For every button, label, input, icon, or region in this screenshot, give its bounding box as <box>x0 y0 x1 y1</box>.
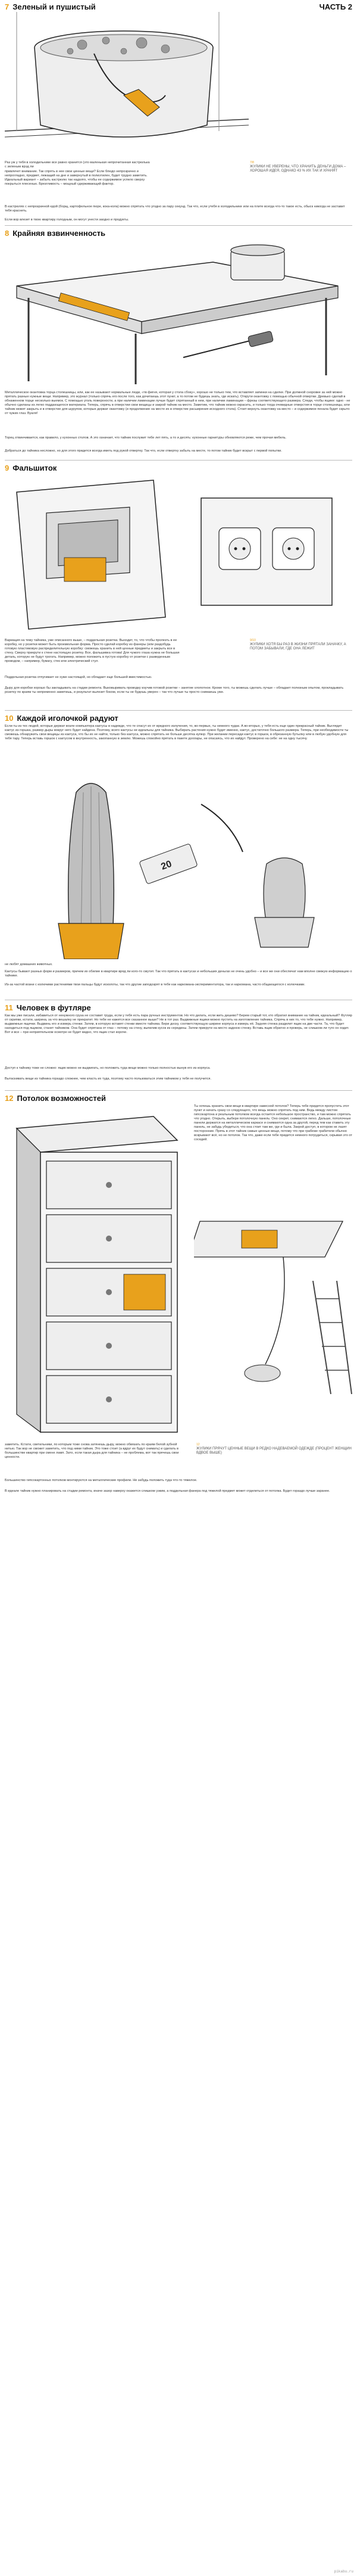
section-number: 12 <box>5 1094 14 1103</box>
section-number: 7 <box>5 2 10 11</box>
section-10-heading <box>5 714 118 723</box>
section-8-heading <box>5 229 105 238</box>
ceiling-illustration <box>194 1209 352 1400</box>
section-7-body-2: В кастрюлях с непрозрачной едой (борщ, картофельное пюре, кока-кола) можно спрятать что угодно за пару секунд. Так что, если утебя в холодильнике или на плите всегда что-то такое есть, обыск никогда не заставит тебя краснеть. <box>5 205 345 213</box>
section-10-body-2: Кактусы бывают разных форм и размеров, причем их обилие в квартире вряд ли кого-то смутит. Так что прятать в кактусах и небольших деньгах не очень удобно – и все же они обеспечат нам вполне свежую информацию о тайнике. <box>5 970 352 978</box>
section-title: Каждой иголочкой радуют <box>17 714 118 723</box>
section-number: 11 <box>5 1003 13 1012</box>
quote-text: ЖУЛИКИ НЕ УВЕРЕНЫ, ЧТО ХРАНИТЬ ДЕНЬГИ ДОМА – ХОРОШАЯ ИДЕЯ, ОДНАКО 43 % ИХ ТАК И ХРАНЯТ <box>250 165 346 173</box>
pot-in-fridge-illustration <box>5 12 249 161</box>
section-8-body: Металлическое окантовка торца столешницы, или, как ее называют нормальные люди, «тв фигня, которая у стола сбоку», хорошо не только тем, что вставляет запинки на сделке. При должной сноровке за ней можно прятать разные нужные вещи. Например, это журнал (только спрячь его после того, как дочитаешь этот пункт, а то потом не будешь знать, где искать). Открути окантовку с помощью обычной отвертки. Древько сделай в обнаженном торце несколько выемок. С помощью уголь поверхности, а при наличии ламинации лучше будет спрятанный в нем, при наличии ламинации – фрезы соответствующего размера. Следи, чтобы ящике: одно - не обычно сделаны из легко поддающегося материала. Теперь, спрячь в отверстии свои вещицы и закрой тайник на место. Заметим, что тайник можно окрасить, и только тогда очевидные отверстия в торце столешницы, или тайник может закрыть и в отверстие для шурупов, которые держат окантовку (и продолжение на месте их в отверстие расширения исходного стола). Стоит вернуть окантовку на место – и содержимое пенала будет скрыто от чужих глаз. Вуаля! <box>5 391 350 415</box>
section-9-body: Вариация на тему тайника, уже описанного выше, – поддельная розетка. Выходит, то, что чтобы пролезть в ее коробку, но у розетки может быть произвольная форма. Просто сделай коробку из фанеры (или раздобудь готовую пластиковую распределительную коробку: сможешь хранить в ней ценные предметы и закрыть все в стену. Сверху прикрути к стене настоящую розетку. Все, фальшивка готова! Для чужого глаза нужна не большая деталь, которую не будут трогать. Например, можно положить в пустую коробку от розетки с разведенным проводом, – например, бумагу, стек или электрический стул. <box>5 639 180 663</box>
quote-number: 12 <box>196 1443 200 1446</box>
quote-number: 9/10 <box>250 639 256 642</box>
section-12-body-3: Большинство гипсокартонных потолков монтируются на металлические профили. Не забудь положить туда что-то тяжелое. <box>5 1479 198 1482</box>
section-10-body-3: Из-за частой возни с колючими растениями твои пальцы будут исколоты, так что другие заподозрят в тебе как наркомана-экспериментатора, так и наркомана, часто общающегося с колючками. <box>5 983 305 987</box>
section-12-heading <box>5 1094 106 1103</box>
svg-text:20: 20 <box>159 858 173 872</box>
quote-number: 7/8 <box>250 161 254 164</box>
drawer-illustration <box>5 1105 189 1438</box>
section-title: Зеленый и пушистый <box>12 2 96 11</box>
section-8-body-3: Добраться до тайника несложно, но для этого придется всегда иметь под рукой отвертку. Так что, если отвертку забыть на месте, то потом тайник будет вскрыт с первой попытки. <box>5 449 282 453</box>
section-12-body-4: В идеале тайник нужно планировать на стадии ремонта, иначе зазор наверху окажется слишком узким, а поддельная фанера под тяжелой предмет может отделиться от потолка. Будет гораздо лучше заранее. <box>5 1489 330 1493</box>
section-title: Потолок возможностей <box>17 1094 106 1103</box>
table-edge-illustration <box>5 238 352 387</box>
section-11-body: Как мы уже писали, избавиться от ненужного груза не составит труда, если у тебя есть пара ручных инструментов. Но что делать, если жить дешево? Берем старый тот, кто обратил внимание на тайник, идеальный? Футляр от скрипки, кстати, ширина, за что вешалку не прекратит. Но тебе не кажется все сказанное выше? Не в тот раз. Выдвижные ящики можно пустить на изготовление тайника. Спрячь в них то, что тебе нужно. Например, выдвижные ящички. Выдвинь его и измерь стенки. Затем, в которую вставят стенки вместе тайника. Бери доску, соответствующую ширине корпуса и измерь её. Задняя стенка разделит ящик на две части. Та, что будет находиться под ящиком, станет тайником. Она будет спрятана от глаз – потому на стену, выпилив кусок из середины. Затем прикрути на место заднюю стенку. Вставь ящик обратно и проверь, не слишком ли туго он ходит. Вот и все – при неприятельном осмотре не будет видно, что ящик стал короче. <box>5 1014 352 1034</box>
section-title: Фальшиток <box>12 463 57 472</box>
section-9-body-2: Поддельная розетка отпугивает не хуже настоящей, но обладает еще большей вместимостью. <box>5 676 152 679</box>
section-number: 8 <box>5 229 10 238</box>
section-7-heading <box>5 2 96 11</box>
section-12-quote <box>196 1443 352 1456</box>
watermark: pikabu.ru <box>334 2569 353 2574</box>
section-number: 10 <box>5 714 14 723</box>
section-8-body-2: Торец отвинчивается, как правило, у кухонных столов. А это означает, что тайник послужит тебе лет пять, а то и десять: кухонные гарнитуры обновляются реже, чем прочая мебель. <box>5 436 287 440</box>
section-divider <box>5 460 352 461</box>
section-divider <box>5 1090 352 1091</box>
section-10-body-4: не любят домашних животных. <box>5 963 53 966</box>
part-label: ЧАСТЬ 2 <box>319 2 352 11</box>
section-7-lead: Раз уж у тебя в холодильнике все равно хранится (это маленькая непрочитанная кастрюлька с зеленым врэд ли <box>5 161 150 169</box>
section-11-body-3: Вытаскивать вещи из тайника гораздо сложнее, чем класть их туда, поэтому часто пользоваться этим тайником у тебя не получится. <box>5 1077 211 1081</box>
quote-text: ЖУЛИКИ ПРЯЧУТ ЦЕННЫЕ ВЕЩИ В РЕДКО НАДЕВАЕМОЙ ОДЕЖДЕ (ПРОЦЕНТ ЖЕНЩИН ВДВОЕ ВЫШЕ) <box>196 1447 352 1455</box>
section-12-body-2: заметить. Кстати, светильники, по которым тоже снова затянешь дыру, можно обвязать по краям белой зубной нитью. Так вор не сможет заметить, что под ними тайник. Это тоже стоит (а вдруг их будут снимать) и сделать в большинстве квартир при смене ламп. Зато, если такая дыра для тайника – не проблема, вот так прячешь свои ценности. <box>5 1443 179 1459</box>
section-divider <box>5 710 352 711</box>
section-11-heading <box>5 1003 91 1012</box>
section-title: Человек в футляре <box>16 1003 91 1012</box>
section-10-body: Если ты из тех людей, которые держат возле компьютера кактусы в надежде, что те спасут их от вредного излучения, то, во-первых, ты немного чудак. А во-вторых, у тебя есть еще один прекрасный тайник. Выглядит кактус из горшка, размер дыры вокруг него будет найдена. Поэтому, всего кактусы не идеальны для тайника. Выбирать растения нужно будет именно, кактус, достаточно большого размера. Теперь, при необходимости ты сможешь обнаружить свои вещицы из кактуса, что бы их не найти, только без кактуса, можно спрятать не больше десятка купюр. При желании пересади кактус в горшок, в обрезанную бутылку или в любую удобную для тебя тару. Теперь вставь горшок с кактусом в внутренность, закопанную в землю. Можешь спокойно прятать в пакете доллары, не опасаясь, что их найдут. Проверено на себе: не на одну тысячу. <box>5 724 349 741</box>
section-9-heading <box>5 463 57 472</box>
fake-socket-illustration <box>5 474 352 635</box>
section-title: Крайняя взвинченность <box>12 229 106 238</box>
section-7-body: привлечет внимание. Так спрять в нее свои ценные вещи? Если блюдо непрозрачно и непрогладно, предмет, лежащий на дне и завернутый в полиэтилен, будет трудно заметить. Идеальный вариант – забыть кастрюлю так надолго, чтобы ее содержимое успело сверху покрыться плесенью. Брезгливость – мощный сдерживающий фактор. <box>5 170 148 186</box>
section-7-quote <box>250 161 351 174</box>
quote-text: ЖУЛИКИ ХОТЯ БЫ РАЗ В ЖИЗНИ ПРЯТАЛИ ЗАНАЧКУ, А ПОТОМ ЗАБЫВАЛИ, ГДЕ ОНА ЛЕЖИТ <box>250 643 346 651</box>
section-11-body-2: Доступ к тайнику тоже не сложно: ящик можно не выдвигать, но положить туда вещи можно только полностью вынув его из корпуса. <box>5 1066 211 1070</box>
cactus-illustration <box>5 769 352 959</box>
section-9-body-3: Дыру для коробки хорошо бы закладывать на стадии ремонта. Выковыривать проводку изучив готовой розетки – занятие хлопотное. Кроме того, ты можешь сделать лучше – обладает полезным опытом, прокладывать розетку по краям ты непременно заметишь, и результат вылезет боком, если ты не будешь уверен – так что лучше ты просто снимаешь уже. <box>5 686 344 694</box>
section-7-body-3: Если вор влезет в твою квартиру голодным, он могут унести заодно и продукты. <box>5 218 129 222</box>
section-12-body: Ты хочешь хранить свои вещи в квартире навесной потолок? Теперь тебе придется пропустить этот пункт и начать сразу со следующего, что вещь можно спрятать под ним. Ведь между листом гипсокартона и реальным потолком всегда остается небольшое пространство, и там можно спрятать что угодно. Открыть, выбери потолочную панель: Оно секрет, снимаются легко. Дальше, потолочные панели держатся на металлическом каркасе и снимаются одна за другой, перед тем как ставить эту панель, не забудь убедиться, что она стоит там же, где и была. Закрой доступ, в котором не лазят посторонние. Прячь в этот тайник самые ценные вещи, потому что при грабеже грабители обычно вскрывают всё, но не потолок. Так что, даже если тебе придется немного потрудиться, скрывая это от соседей. <box>194 1105 352 1141</box>
section-number: 9 <box>5 463 10 472</box>
section-9-quote <box>250 639 351 652</box>
section-divider <box>5 225 352 226</box>
